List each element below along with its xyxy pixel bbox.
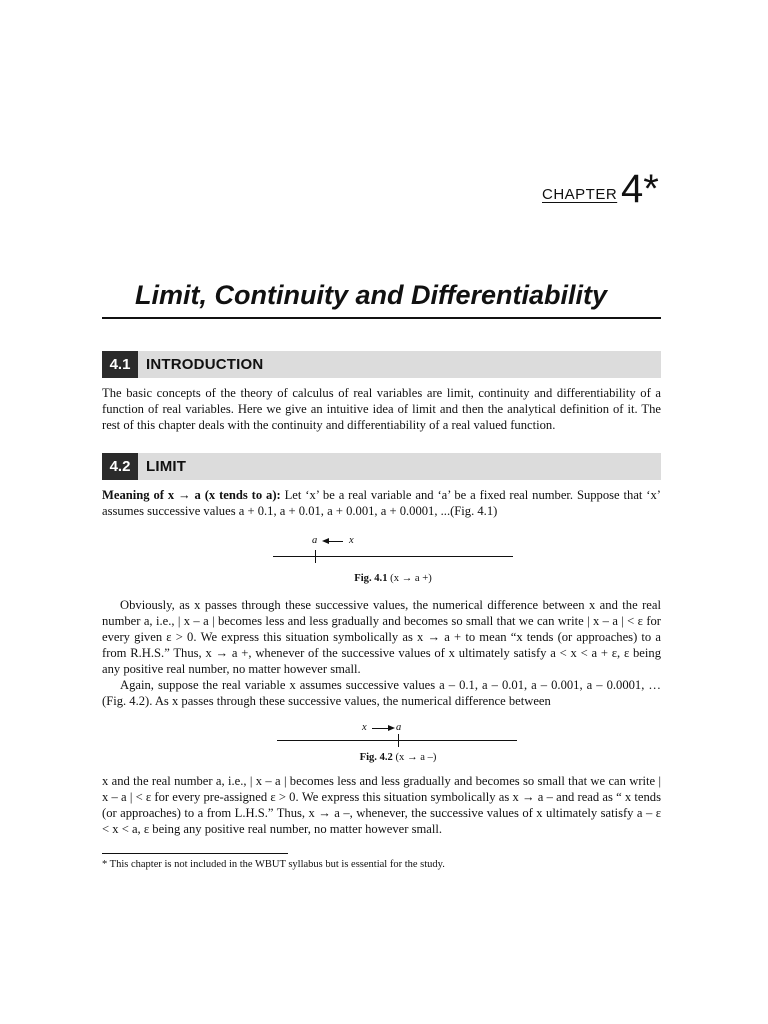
section-title: LIMIT <box>146 458 187 475</box>
right-arrow-icon <box>388 725 395 731</box>
fig1-arrow-line <box>327 541 343 542</box>
section-number: 4.2 <box>102 453 138 480</box>
title-rule <box>102 317 661 319</box>
fig2-label-x: x <box>362 722 367 733</box>
section-header-introduction <box>102 351 661 378</box>
fig2-caption: Fig. 4.2 (x → a –) <box>359 752 437 763</box>
meaning-paragraph <box>102 487 661 519</box>
fig2-tick-a <box>398 734 399 747</box>
chapter-label: CHAPTER <box>542 186 618 203</box>
meaning-body: Let ‘x’ be a real variable and ‘a’ be a fixed real number. Suppose that ‘x’ assumes successive values a + 0.1, a + 0.01, a + 0.001, a + 0.0001, ...(Fig. 4.1) <box>102 488 661 518</box>
meaning-lead: Meaning of x → a (x tends to a): <box>102 488 281 502</box>
chapter-title: Limit, Continuity and Differentiability <box>135 280 608 310</box>
section-number: 4.1 <box>102 351 138 378</box>
continued-paragraph: x and the real number a, i.e., | x – a | becomes less and less gradually and becomes so small that we can write | x – a | < ε for every pre-assigned ε > 0. We express this situation symbolically as x → a – and read as “ x tends (or approaches) to a from L.H.S.” Thus, x → a –, whenever, the successive values of x ultimately satisfy a – ε < x < a, ε being any positive real number, no matter however small. <box>102 774 661 836</box>
fig1-tick-a <box>315 550 316 563</box>
fig1-number-line <box>273 556 513 557</box>
fig1-label-x: x <box>349 535 354 546</box>
section-title: INTRODUCTION <box>146 356 264 373</box>
fig2-label-a: a <box>396 722 402 733</box>
obviously-paragraph: Obviously, as x passes through these successive values, the numerical difference between x and the real number a, i.e., | x – a | becomes less and less gradually and becomes so small that we can write | x – a | < ε for every given ε > 0. We express this situation symbolically as x → a + to mean “x tends (or approaches) to a from R.H.S.” Thus, x → a +, whenever of the successive values of x ultimately satisfy a < x < a + ε, ε being any positive real number, no matter however small. <box>102 598 661 676</box>
fig2-arrow-line <box>372 728 388 729</box>
fig2-number-line <box>277 740 517 741</box>
again-paragraph: Again, suppose the real variable x assumes successive values a – 0.1, a – 0.01, a – 0.001, a – 0.0001, … (Fig. 4.2). As x passes through these successive values, the numerical difference between <box>102 678 661 708</box>
section-header-limit <box>102 453 661 480</box>
chapter-number: 4* <box>621 167 659 211</box>
fig1-caption: Fig. 4.1 (x → a +) <box>354 573 432 584</box>
fig1-label-a: a <box>312 535 318 546</box>
footnote: * This chapter is not included in the WBUT syllabus but is essential for the study. <box>102 859 445 870</box>
footnote-rule <box>102 853 288 854</box>
intro-paragraph: The basic concepts of the theory of calculus of real variables are limit, continuity and differentiability of a function of real variables. Here we give an intuitive idea of limit and then the analytical definition of it. The rest of this chapter deals with the continuity and differentiability of a real valued function. <box>102 386 661 432</box>
